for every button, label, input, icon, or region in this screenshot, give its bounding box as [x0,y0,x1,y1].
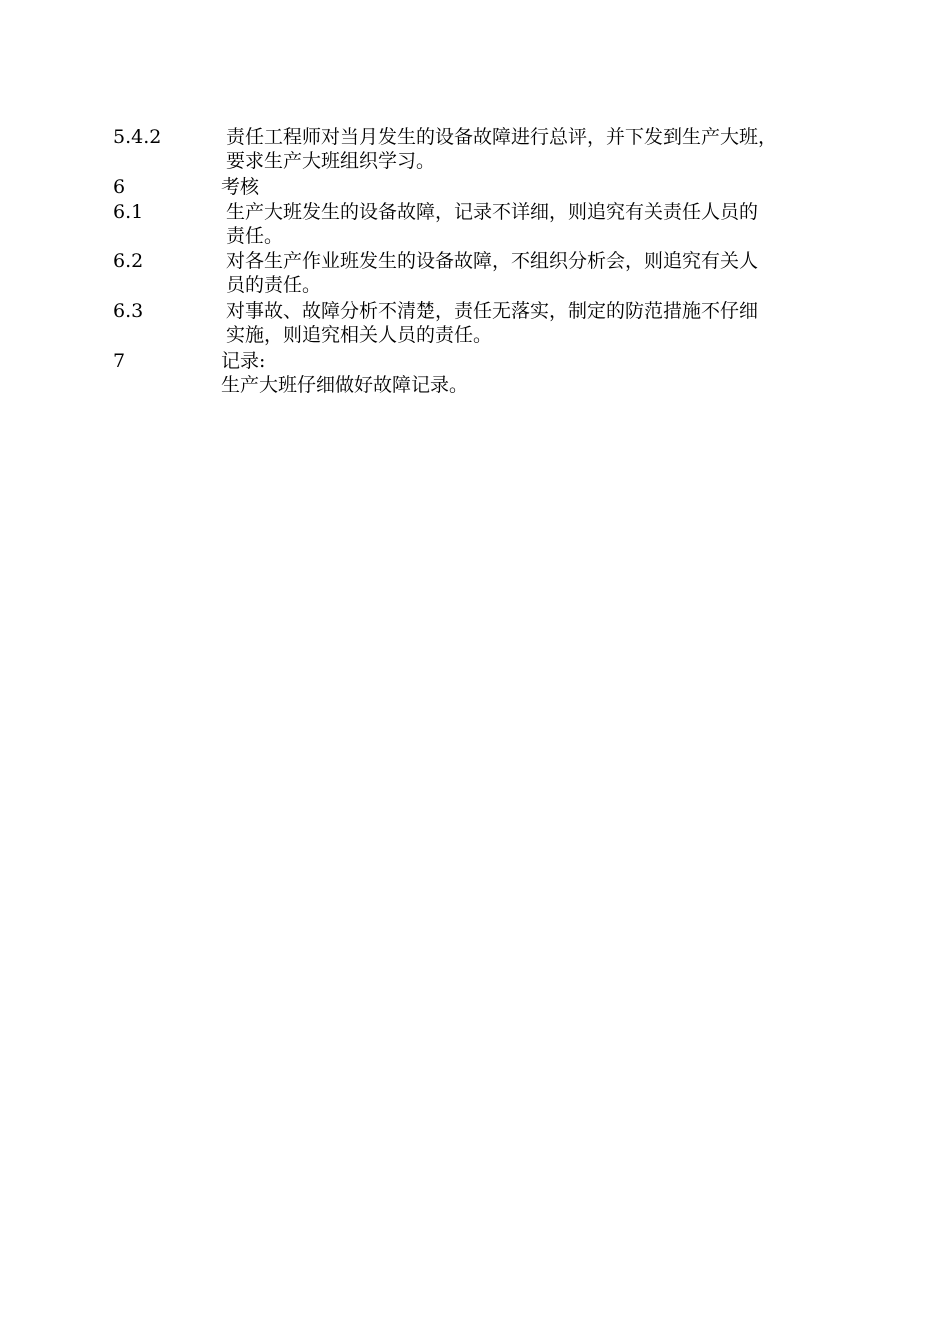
clause-number: 5.4.2 [113,126,162,148]
clause-text: 生产大班发生的设备故障，记录不详细，则追究有关责任人员的 责任。 [226,201,759,247]
clause-text: 责任工程师对当月发生的设备故障进行总评，并下发到生产大班， 要求生产大班组织学习。 [226,126,778,172]
clause-number: 6.3 [113,300,144,322]
clause-text: 对事故、故障分析不清楚，责任无落实，制定的防范措施不仔细 实施，则追究相关人员的责任。 [226,300,759,346]
clause-number: 6.2 [113,250,144,272]
clause-number: 6.1 [113,201,144,223]
clause-text: 对各生产作业班发生的设备故障，不组织分析会，则追究有关人 员的责任。 [226,250,759,296]
section-number: 6 [113,176,126,198]
section-title: 考核 [221,176,260,198]
section-number: 7 [113,350,126,372]
section-text: 记录: 生产大班仔细做好故障记录。 [221,350,469,396]
